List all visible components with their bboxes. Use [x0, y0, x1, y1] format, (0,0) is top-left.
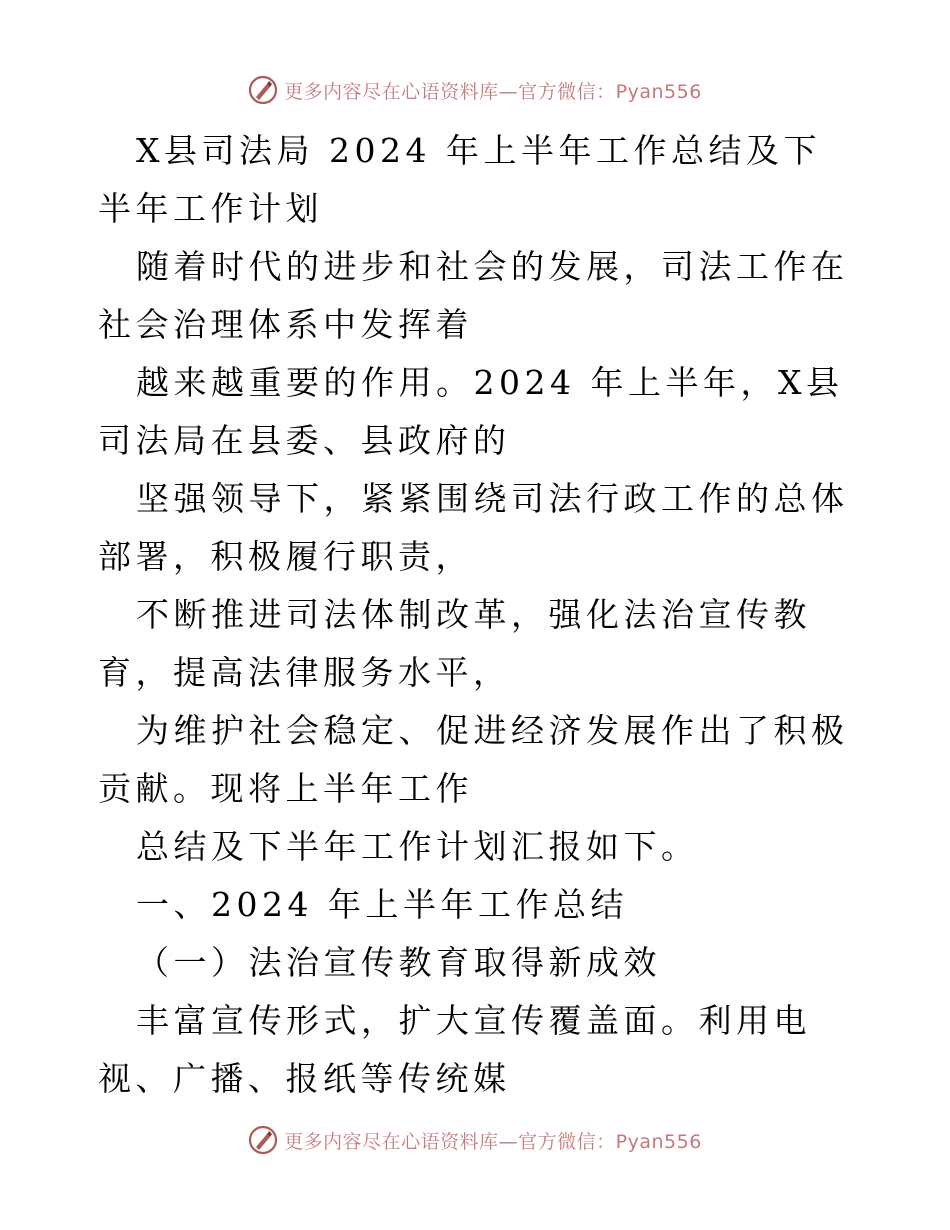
header-banner — [0, 70, 950, 110]
pen-logo-icon — [248, 1125, 278, 1155]
subsection-heading: （一）法治宣传教育取得新成效 — [136, 943, 661, 982]
section-heading: 一、2024 年上半年工作总结 — [136, 885, 628, 924]
paragraph: 越来越重要的作用。2024 年上半年，X县司法局在县委、县政府的 — [98, 363, 844, 460]
paragraph: 为维护社会稳定、促进经济发展作出了积极贡献。现将上半年工作 — [98, 711, 849, 808]
footer-banner-text: 更多内容尽在心语资料库—官方微信：Pyan556 — [284, 1130, 702, 1153]
paragraph: 随着时代的进步和社会的发展，司法工作在社会治理体系中发挥着 — [98, 247, 849, 344]
paragraph: 不断推进司法体制改革，强化法治宣传教育，提高法律服务水平， — [98, 595, 811, 692]
paragraph: 总结及下半年工作计划汇报如下。 — [136, 827, 699, 866]
pen-logo-icon — [248, 75, 278, 105]
footer-banner — [0, 1120, 950, 1160]
header-banner-text: 更多内容尽在心语资料库—官方微信：Pyan556 — [284, 80, 702, 103]
document-body — [98, 122, 858, 1108]
paragraph: 坚强领导下，紧紧围绕司法行政工作的总体部署，积极履行职责， — [98, 479, 849, 576]
document-title: X县司法局 2024 年上半年工作总结及下半年工作计划 — [98, 131, 821, 228]
paragraph: 丰富宣传形式，扩大宣传覆盖面。利用电视、广播、报纸等传统媒 — [98, 1001, 811, 1098]
